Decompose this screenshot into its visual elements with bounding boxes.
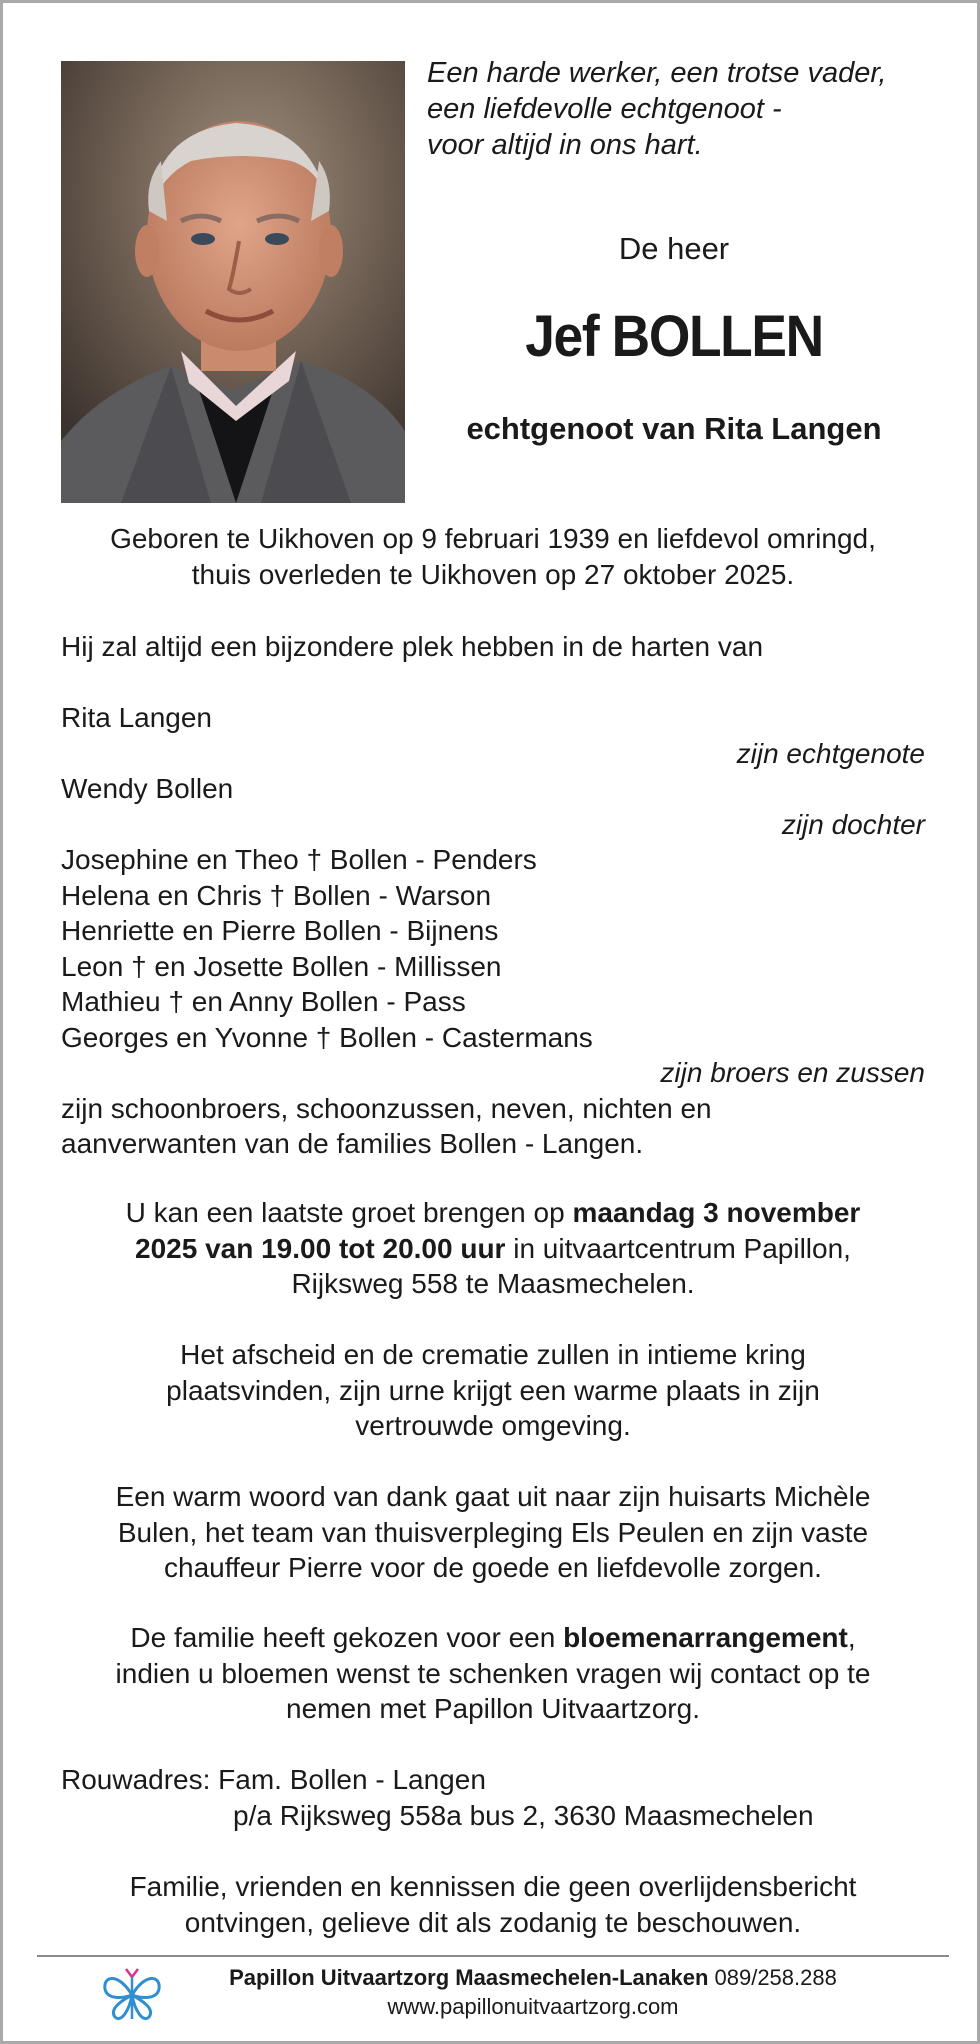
funeral-home-footer — [153, 1963, 913, 2021]
thanks-info — [61, 1479, 925, 1586]
text-line: Een warm woord van dank gaat uit naar zijn huisarts Michèle — [115, 1481, 871, 1512]
text-line: Geboren te Uikhoven op 9 februari 1939 en liefdevol omringd, — [110, 523, 876, 554]
family-member: Rita Langen — [61, 702, 213, 733]
visitation-info — [61, 1195, 925, 1302]
verse-line: een liefdevolle echtgenoot - — [427, 93, 782, 125]
spouse-line: echtgenoot van Rita Langen — [466, 411, 882, 446]
text-line: plaatsvinden, zijn urne krijgt een warme plaats in zijn — [166, 1374, 820, 1406]
sibling-entry: Helena en Chris † Bollen - Warson — [61, 879, 492, 911]
text-span: , — [847, 1622, 856, 1653]
sibling-entry: Georges en Yvonne † Bollen - Castermans — [61, 1021, 593, 1053]
text-line: ontvingen, gelieve dit als zodanig te beschouwen. — [184, 1906, 802, 1938]
address-line: Rouwadres: Fam. Bollen - Langen — [61, 1764, 486, 1795]
deceased-name: Jef BOLLEN — [525, 304, 823, 369]
sibling-entry: Leon † en Josette Bollen - Millissen — [61, 950, 502, 982]
text-line: thuis overleden te Uikhoven op 27 oktober 2025. — [191, 558, 795, 590]
funeral-home-name: Papillon Uitvaartzorg Maasmechelen-Lanaken — [229, 1965, 709, 1990]
verse-line: voor altijd in ons hart. — [427, 129, 703, 161]
text-line: nemen met Papillon Uitvaartzorg. — [286, 1693, 700, 1724]
text-span: U kan een laatste groet brengen op — [125, 1197, 573, 1228]
text-line — [61, 1620, 925, 1656]
footer-divider — [37, 1955, 949, 1957]
footer-line — [153, 1963, 913, 1992]
farewell-info — [61, 1337, 925, 1444]
text-span: De familie heeft gekozen voor een — [130, 1622, 564, 1653]
visit-date: maandag 3 november — [572, 1197, 861, 1228]
text-line: Het afscheid en de crematie zullen in intieme kring — [180, 1339, 806, 1370]
sibling-entry: Josephine en Theo † Bollen - Penders — [61, 844, 537, 875]
family-member: Wendy Bollen — [61, 773, 234, 804]
honorific: De heer — [618, 231, 730, 266]
family-role: zijn echtgenote — [736, 737, 925, 769]
portrait-photo — [61, 61, 405, 503]
address-line: p/a Rijksweg 558a bus 2, 3630 Maasmechelen — [233, 1799, 814, 1831]
text-span: in uitvaartcentrum Papillon, — [505, 1232, 851, 1264]
text-line: Familie, vrienden en kennissen die geen overlijdensbericht — [129, 1871, 857, 1902]
text-line: indien u bloemen wenst te schenken vragen wij contact op te — [115, 1657, 871, 1689]
family-role: zijn broers en zussen — [660, 1057, 925, 1088]
verse-line: Een harde werker, een trotse vader, — [427, 57, 887, 89]
funeral-home-website[interactable]: www.papillonuitvaartzorg.com — [387, 1994, 679, 2019]
memorial-verse — [427, 55, 947, 163]
funeral-home-phone: 089/258.288 — [708, 1965, 837, 1990]
text-line: vertrouwde omgeving. — [355, 1410, 631, 1441]
family-role: zijn dochter — [781, 808, 925, 840]
visit-time: 2025 van 19.00 tot 20.00 uur — [135, 1232, 506, 1264]
mourning-address — [61, 1762, 925, 1833]
closing-note — [61, 1869, 925, 1940]
portrait-illustration — [61, 61, 405, 503]
sibling-entry: Henriette en Pierre Bollen - Bijnens — [61, 915, 499, 946]
sibling-entry: Mathieu † en Anny Bollen - Pass — [61, 986, 466, 1017]
birth-death-info — [61, 521, 925, 592]
flowers-bold: bloemenarrangement — [563, 1622, 848, 1653]
relatives-line: zijn schoonbroers, schoonzussen, neven, nichten en — [61, 1092, 712, 1124]
family-list — [61, 700, 925, 1162]
text-line: Rijksweg 558 te Maasmechelen. — [291, 1268, 695, 1299]
relatives-line: aanverwanten van de families Bollen - Langen. — [61, 1128, 644, 1159]
text-line — [61, 1195, 925, 1231]
text-line: chauffeur Pierre voor de goede en liefdevolle zorgen. — [164, 1552, 822, 1583]
family-intro: Hij zal altijd een bijzondere plek hebben in de harten van — [61, 631, 764, 662]
text-line: Bulen, het team van thuisverpleging Els Peulen en zijn vaste — [117, 1516, 869, 1548]
flowers-info — [61, 1620, 925, 1727]
text-line — [61, 1231, 925, 1267]
